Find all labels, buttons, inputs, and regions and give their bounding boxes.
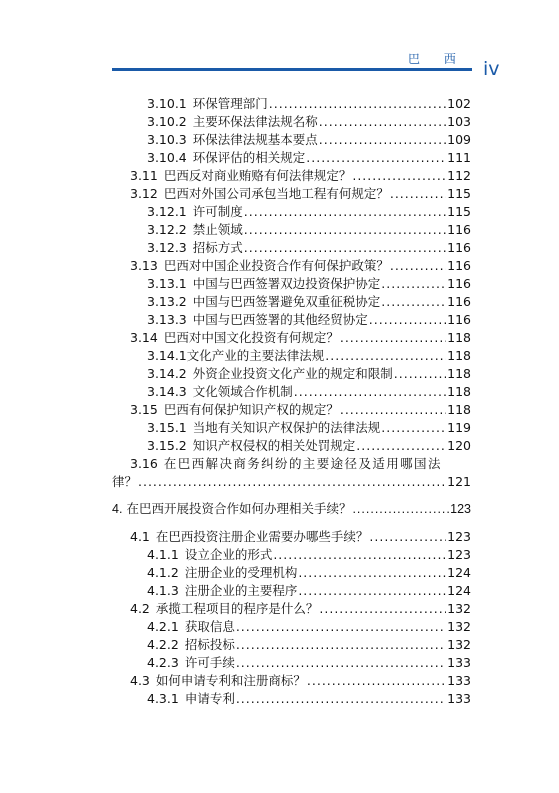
leader-dots bbox=[298, 564, 446, 582]
toc-entry[interactable] bbox=[147, 275, 471, 293]
toc-entry-number: 3.13.1 bbox=[147, 276, 187, 291]
toc-entry[interactable] bbox=[130, 455, 471, 473]
leader-dots bbox=[352, 167, 446, 185]
toc-entry-number: 4.2.1 bbox=[147, 619, 179, 634]
toc-entry-number: 4.2.2 bbox=[147, 637, 179, 652]
toc-entry-title: 承揽工程项目的程序是什么？ bbox=[155, 601, 319, 616]
toc-entry-title: 巴西反对商业贿赂有何法律规定？ bbox=[163, 168, 352, 183]
toc-entry-title: 当地有关知识产权保护的法律法规 bbox=[192, 420, 381, 435]
toc-entry-page: 115 bbox=[447, 186, 471, 201]
toc-entry-page: 118 bbox=[447, 366, 471, 381]
toc-entry-continuation[interactable] bbox=[112, 473, 471, 491]
toc-entry-page: 112 bbox=[447, 168, 471, 183]
toc-entry-title: 外资企业投资文化产业的规定和限制 bbox=[192, 366, 393, 381]
toc-entry[interactable] bbox=[147, 582, 471, 600]
toc-entry-page: 123 bbox=[447, 529, 471, 544]
leader-dots bbox=[236, 618, 446, 636]
toc-entry-title-continued: 律？ bbox=[112, 474, 138, 489]
leader-dots bbox=[244, 221, 446, 239]
leader-dots bbox=[236, 636, 446, 654]
leader-dots bbox=[236, 654, 446, 672]
leader-dots bbox=[369, 311, 446, 329]
toc-entry-title: 中国与巴西签署避免双重征税协定 bbox=[192, 294, 381, 309]
toc-entry-title: 禁止领域 bbox=[192, 222, 243, 237]
toc-entry[interactable] bbox=[130, 257, 471, 275]
toc-entry[interactable] bbox=[147, 347, 471, 365]
toc-entry-number: 3.13.3 bbox=[147, 312, 187, 327]
toc-entry[interactable] bbox=[147, 293, 471, 311]
leader-dots bbox=[244, 239, 446, 257]
toc-entry-page: 132 bbox=[447, 619, 471, 634]
toc-entry-page: 124 bbox=[447, 565, 471, 580]
toc-entry[interactable] bbox=[147, 221, 471, 239]
toc-entry-title: 巴西对外国公司承包当地工程有何规定？ bbox=[163, 186, 389, 201]
toc-entry[interactable] bbox=[147, 365, 471, 383]
toc-entry-title: 设立企业的形式 bbox=[184, 547, 273, 562]
toc-entry[interactable] bbox=[147, 149, 471, 167]
toc-entry[interactable] bbox=[147, 690, 471, 708]
toc-entry-title: 巴西对中国企业投资合作有何保护政策？ bbox=[163, 258, 389, 273]
toc-entry[interactable] bbox=[147, 311, 471, 329]
leader-dots bbox=[381, 293, 446, 311]
toc-entry-number: 4.3 bbox=[130, 673, 150, 688]
toc-entry-page: 116 bbox=[447, 240, 471, 255]
toc-entry[interactable] bbox=[147, 131, 471, 149]
toc-entry-number: 4.3.1 bbox=[147, 691, 179, 706]
toc-entry-title: 在巴西开展投资合作如何办理相关手续？ bbox=[126, 502, 352, 516]
toc-entry-number: 3.10.4 bbox=[147, 150, 187, 165]
leader-dots bbox=[369, 528, 446, 546]
toc-entry-page: 121 bbox=[447, 474, 471, 489]
toc-entry[interactable] bbox=[147, 546, 471, 564]
toc-entry-title: 获取信息 bbox=[184, 619, 235, 634]
toc-entry-number: 3.14.1 bbox=[147, 348, 187, 363]
toc-entry[interactable] bbox=[130, 185, 471, 203]
toc-entry-page: 133 bbox=[447, 673, 471, 688]
toc-entry-page: 116 bbox=[447, 312, 471, 327]
leader-dots bbox=[340, 329, 446, 347]
toc-entry-title: 许可手续 bbox=[184, 655, 235, 670]
toc-entry-page: 118 bbox=[447, 384, 471, 399]
toc-entry[interactable] bbox=[147, 636, 471, 654]
toc-entry[interactable] bbox=[147, 437, 471, 455]
toc-entry-page: 116 bbox=[447, 258, 471, 273]
toc-entry-page: 111 bbox=[447, 150, 471, 165]
toc-entry[interactable] bbox=[147, 113, 471, 131]
toc-entry[interactable] bbox=[130, 329, 471, 347]
toc-entry-page: 118 bbox=[447, 402, 471, 417]
toc-entry-number: 4.1.1 bbox=[147, 547, 179, 562]
toc-entry-page: 116 bbox=[447, 294, 471, 309]
toc-entry[interactable] bbox=[147, 95, 471, 113]
toc-entry-title: 巴西对中国文化投资有何规定？ bbox=[163, 330, 339, 345]
page-number: iv bbox=[483, 58, 500, 80]
toc-entry-title: 注册企业的主要程序 bbox=[184, 583, 298, 598]
toc-entry-number: 3.13 bbox=[130, 258, 158, 273]
leader-dots bbox=[244, 203, 446, 221]
toc-entry-title: 招标投标 bbox=[184, 637, 235, 652]
toc-entry-page: 120 bbox=[447, 438, 471, 453]
toc-entry[interactable] bbox=[130, 401, 471, 419]
toc-entry-page: 118 bbox=[447, 330, 471, 345]
toc-entry-title: 文化产业的主要法律法规 bbox=[186, 348, 325, 363]
leader-dots bbox=[319, 600, 446, 618]
toc-entry-number: 3.16 bbox=[130, 456, 158, 471]
leader-dots bbox=[294, 383, 446, 401]
toc-entry-title: 申请专利 bbox=[184, 691, 235, 706]
toc-entry-title: 主要环保法律法规名称 bbox=[192, 114, 318, 129]
toc-entry-title: 注册企业的受理机构 bbox=[184, 565, 298, 580]
toc-entry-number: 4.2.3 bbox=[147, 655, 179, 670]
leader-dots bbox=[269, 95, 446, 113]
toc-entry-number: 4.1.3 bbox=[147, 583, 179, 598]
leader-dots bbox=[356, 437, 446, 455]
toc-entry-page: 123 bbox=[450, 502, 471, 516]
toc-entry-title: 如何申请专利和注册商标？ bbox=[155, 673, 306, 688]
toc-entry-number: 3.15 bbox=[130, 402, 158, 417]
toc-entry-number: 3.12.1 bbox=[147, 204, 187, 219]
toc-entry-page: 102 bbox=[447, 96, 471, 111]
leader-dots bbox=[381, 275, 446, 293]
toc-entry[interactable] bbox=[147, 239, 471, 257]
toc-entry-title: 中国与巴西签署双边投资保护协定 bbox=[192, 276, 381, 291]
leader-dots bbox=[381, 419, 446, 437]
toc-entry-number: 3.10.1 bbox=[147, 96, 187, 111]
leader-dots bbox=[394, 365, 446, 383]
toc-entry[interactable] bbox=[130, 167, 471, 185]
toc-entry-number: 3.14.3 bbox=[147, 384, 187, 399]
toc-entry[interactable] bbox=[147, 618, 471, 636]
toc-entry[interactable] bbox=[147, 419, 471, 437]
toc-entry-number: 3.15.2 bbox=[147, 438, 187, 453]
leader-dots bbox=[340, 401, 446, 419]
toc-entry-page: 133 bbox=[447, 691, 471, 706]
toc-entry-page: 124 bbox=[447, 583, 471, 598]
running-header-title: 巴 西 bbox=[408, 52, 466, 66]
leader-dots bbox=[352, 500, 449, 518]
toc-entry-page: 123 bbox=[447, 547, 471, 562]
toc-entry-title: 环保评估的相关规定 bbox=[192, 150, 306, 165]
toc-entry[interactable] bbox=[147, 654, 471, 672]
toc-entry[interactable] bbox=[130, 528, 471, 546]
leader-dots bbox=[390, 185, 446, 203]
toc-entry[interactable] bbox=[130, 600, 471, 618]
toc-entry-page: 132 bbox=[447, 601, 471, 616]
toc-entry-number: 3.10.3 bbox=[147, 132, 187, 147]
toc-entry-number: 4.1.2 bbox=[147, 565, 179, 580]
toc-entry-page: 133 bbox=[447, 655, 471, 670]
toc-entry-page: 115 bbox=[447, 204, 471, 219]
toc-entry-number: 3.15.1 bbox=[147, 420, 187, 435]
toc-entry-page: 109 bbox=[447, 132, 471, 147]
leader-dots bbox=[236, 690, 446, 708]
leader-dots bbox=[298, 582, 446, 600]
toc-entry-title: 知识产权侵权的相关处罚规定 bbox=[192, 438, 356, 453]
leader-dots bbox=[138, 473, 446, 491]
toc-entry-title: 在巴西投资注册企业需要办哪些手续？ bbox=[155, 529, 369, 544]
toc-entry-number: 3.10.2 bbox=[147, 114, 187, 129]
toc-entry-title: 许可制度 bbox=[192, 204, 243, 219]
toc-entry-number: 3.13.2 bbox=[147, 294, 187, 309]
toc-entry-page: 118 bbox=[447, 348, 471, 363]
toc-entry-page: 132 bbox=[447, 637, 471, 652]
leader-dots bbox=[325, 347, 446, 365]
toc-entry-number: 3.11 bbox=[130, 168, 158, 183]
toc-entry[interactable] bbox=[147, 203, 471, 221]
leader-dots bbox=[306, 149, 446, 167]
toc-entry[interactable] bbox=[147, 383, 471, 401]
toc-entry-title: 环保管理部门 bbox=[192, 96, 268, 111]
toc-entry-title: 中国与巴西签署的其他经贸协定 bbox=[192, 312, 368, 327]
leader-dots bbox=[319, 131, 446, 149]
toc-entry-number: 3.12 bbox=[130, 186, 158, 201]
toc-entry-title: 招标方式 bbox=[192, 240, 243, 255]
toc-entry-number: 4. bbox=[112, 502, 123, 516]
toc-entry-page: 116 bbox=[447, 222, 471, 237]
toc-entry-title: 环保法律法规基本要点 bbox=[192, 132, 318, 147]
toc-entry-number: 3.12.3 bbox=[147, 240, 187, 255]
toc-entry-number: 3.12.2 bbox=[147, 222, 187, 237]
leader-dots bbox=[273, 546, 446, 564]
toc-entry-title: 巴西有何保护知识产权的规定？ bbox=[163, 402, 339, 417]
toc-entry-page: 103 bbox=[447, 114, 471, 129]
toc-entry-page: 119 bbox=[447, 420, 471, 435]
toc-entry-number: 3.14 bbox=[130, 330, 158, 345]
toc-entry-title: 文化领域合作机制 bbox=[192, 384, 293, 399]
leader-dots bbox=[307, 672, 446, 690]
toc-entry[interactable] bbox=[147, 564, 471, 582]
toc-entry-number: 4.1 bbox=[130, 529, 150, 544]
toc-entry-title: 在巴西解决商务纠纷的主要途径及适用哪国法 bbox=[163, 456, 442, 471]
toc-chapter[interactable] bbox=[112, 500, 471, 518]
leader-dots bbox=[390, 257, 446, 275]
toc-entry[interactable] bbox=[130, 672, 471, 690]
toc-entry-number: 3.14.2 bbox=[147, 366, 187, 381]
toc-entry-page: 116 bbox=[447, 276, 471, 291]
toc-entry-number: 4.2 bbox=[130, 601, 150, 616]
leader-dots bbox=[319, 113, 446, 131]
